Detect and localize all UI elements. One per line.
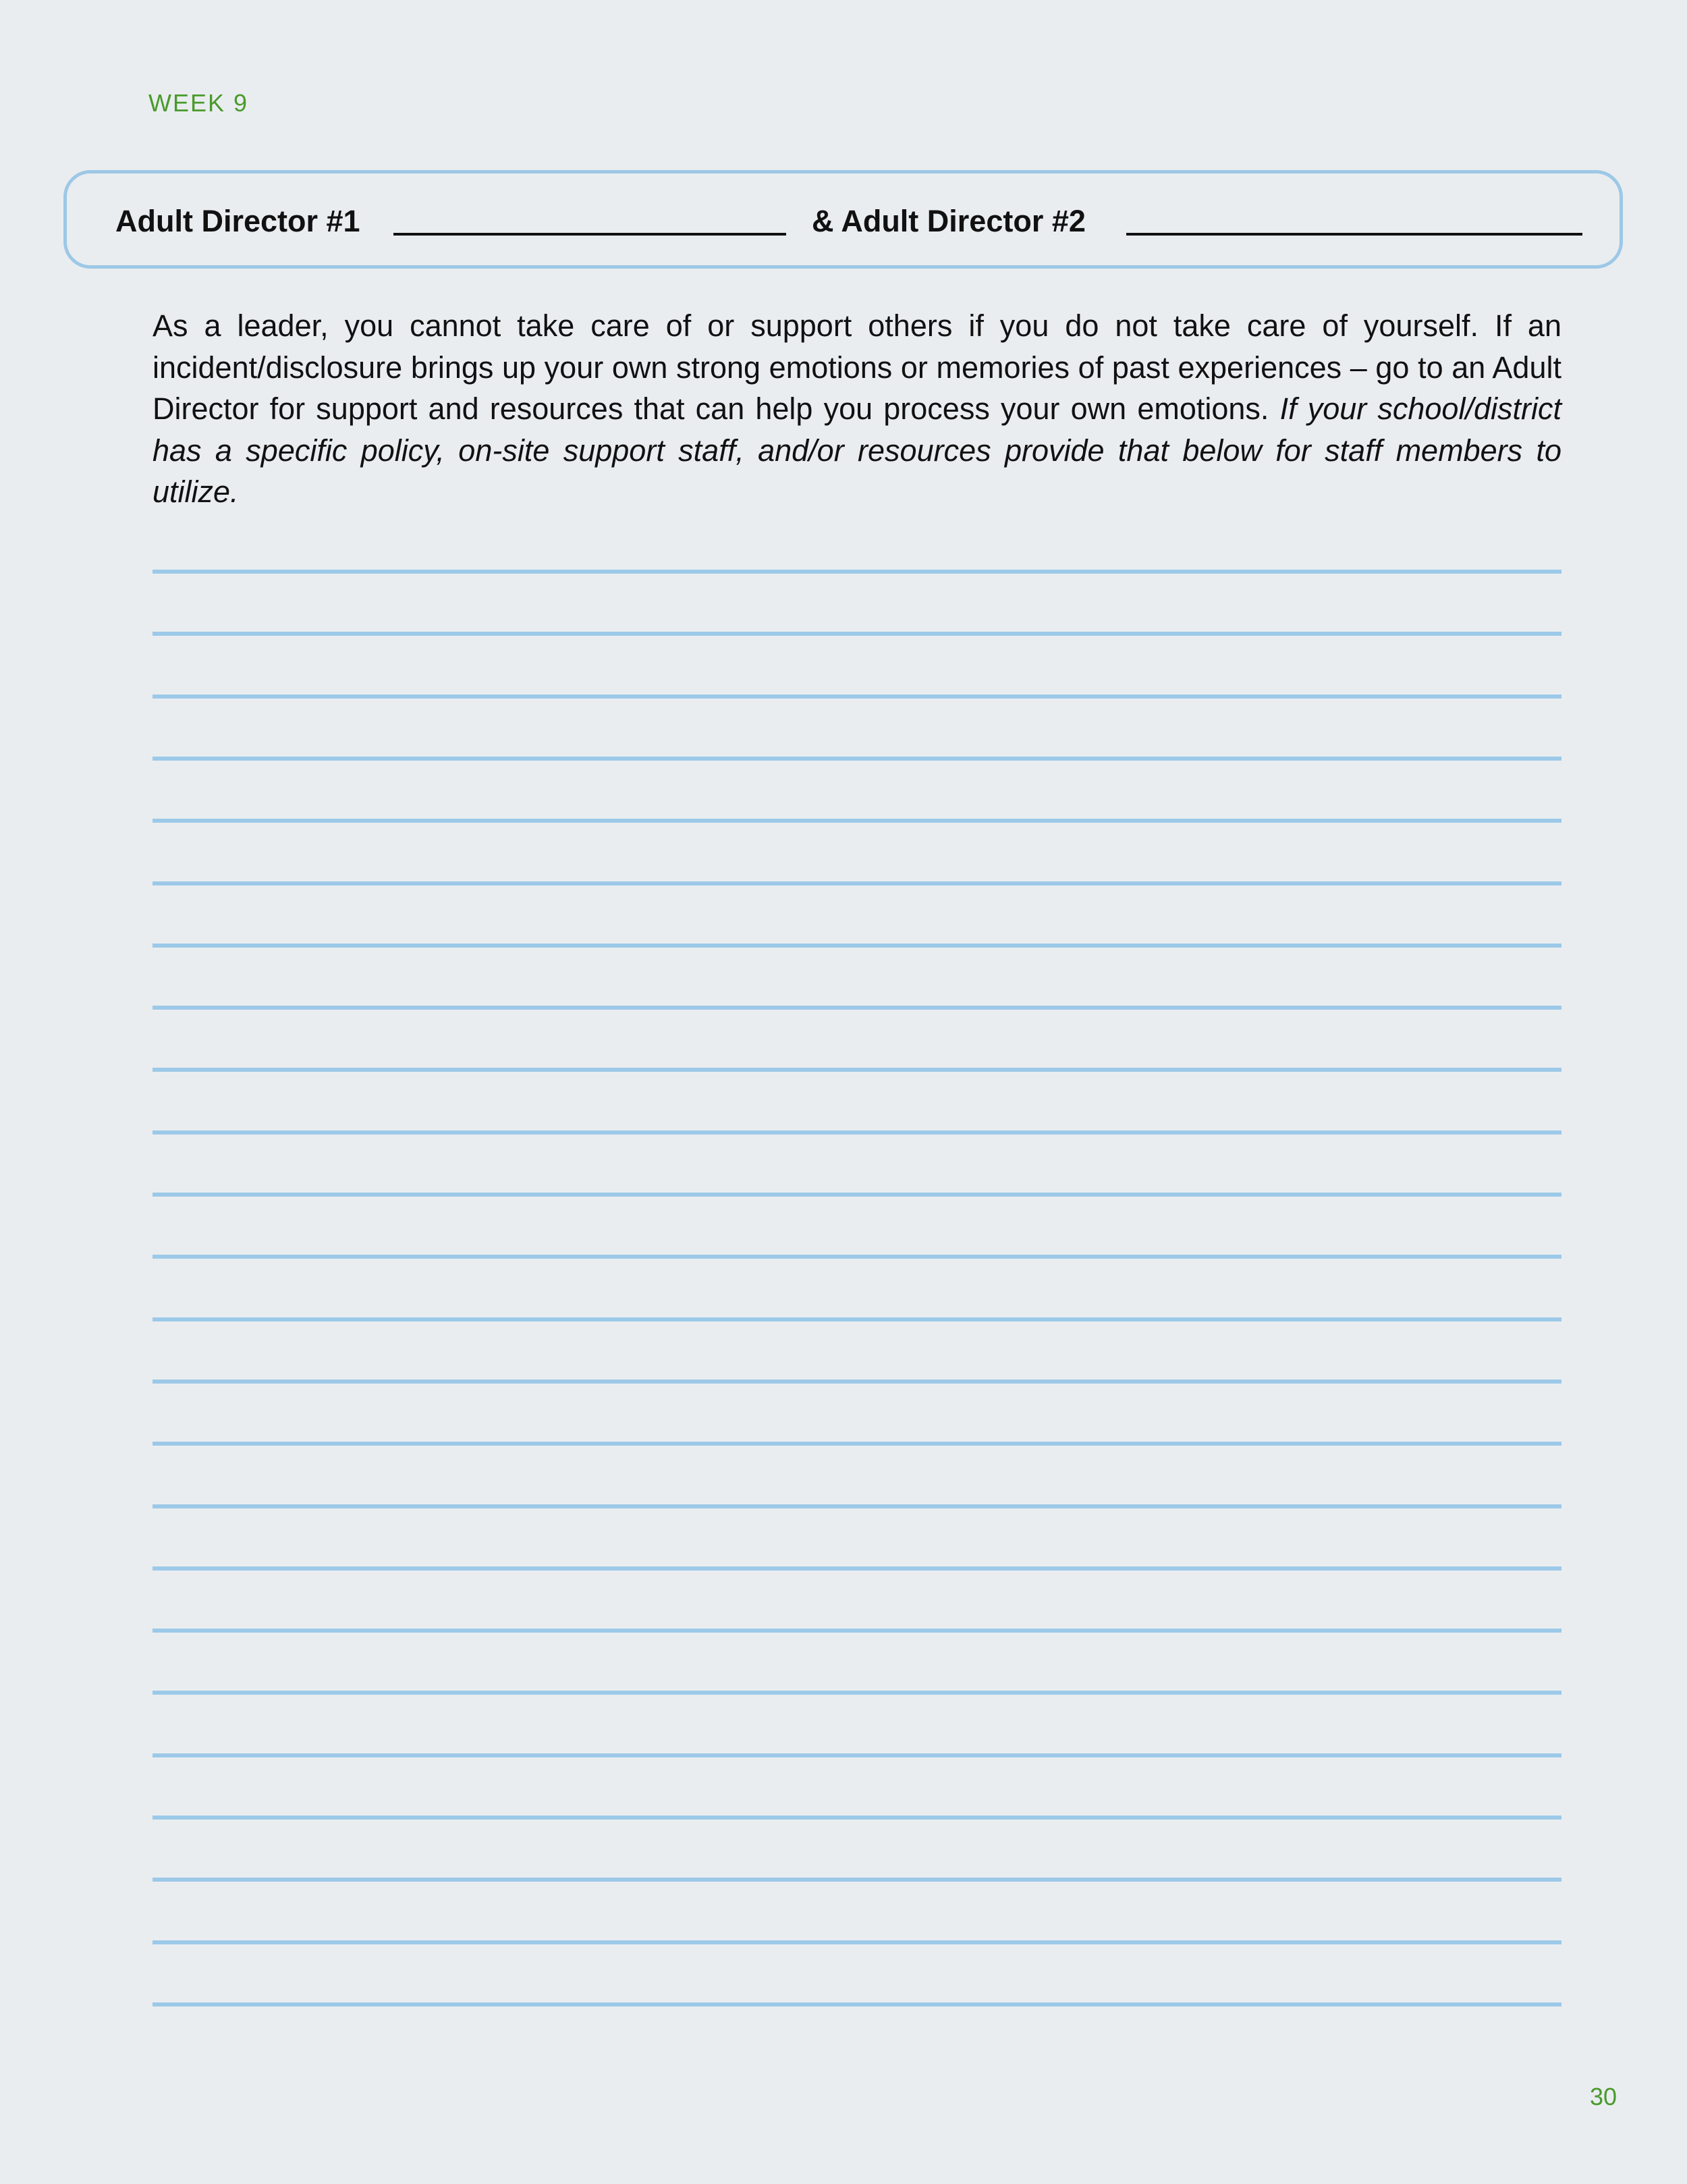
writing-line[interactable] xyxy=(153,757,1561,761)
adult-director-2-blank[interactable] xyxy=(1126,233,1582,236)
adult-director-2-label: & Adult Director #2 xyxy=(812,204,1086,238)
writing-line[interactable] xyxy=(153,1442,1561,1446)
writing-line[interactable] xyxy=(153,1068,1561,1072)
writing-line[interactable] xyxy=(153,1753,1561,1757)
writing-line[interactable] xyxy=(153,1193,1561,1197)
writing-line[interactable] xyxy=(153,944,1561,948)
writing-line[interactable] xyxy=(153,1566,1561,1571)
adult-director-1-label: Adult Director #1 xyxy=(115,204,360,238)
intro-italic-text: If your school/district has a specific policy, on-site support staff, and/or resources provide that below for staff members to utilize. xyxy=(153,391,1561,509)
writing-line[interactable] xyxy=(153,1878,1561,1882)
writing-line[interactable] xyxy=(153,1006,1561,1010)
writing-line[interactable] xyxy=(153,632,1561,636)
writing-line[interactable] xyxy=(153,1317,1561,1321)
adult-director-1-blank[interactable] xyxy=(393,233,786,236)
writing-line[interactable] xyxy=(153,1629,1561,1633)
writing-line[interactable] xyxy=(153,1940,1561,1944)
writing-line[interactable] xyxy=(153,1380,1561,1384)
writing-line[interactable] xyxy=(153,694,1561,699)
intro-text: As a leader, you cannot take care of or support others if you do not take care of yourself. If an incident/disclosure brings up your own strong emotions or memories of past experiences – go to an Adult Director for support and resources that can help you process your own emotions. xyxy=(153,308,1561,426)
writing-line[interactable] xyxy=(153,1691,1561,1695)
writing-line[interactable] xyxy=(153,1255,1561,1259)
writing-line[interactable] xyxy=(153,819,1561,823)
adult-director-fields xyxy=(63,170,1623,269)
page-number: 30 xyxy=(1589,2083,1617,2110)
writing-line[interactable] xyxy=(153,2002,1561,2006)
week-label: WEEK 9 xyxy=(148,89,249,117)
intro-paragraph xyxy=(153,305,1561,513)
writing-line[interactable] xyxy=(153,1130,1561,1135)
writing-line[interactable] xyxy=(153,1504,1561,1508)
writing-line[interactable] xyxy=(153,881,1561,885)
writing-line[interactable] xyxy=(153,570,1561,574)
writing-line[interactable] xyxy=(153,1816,1561,1820)
